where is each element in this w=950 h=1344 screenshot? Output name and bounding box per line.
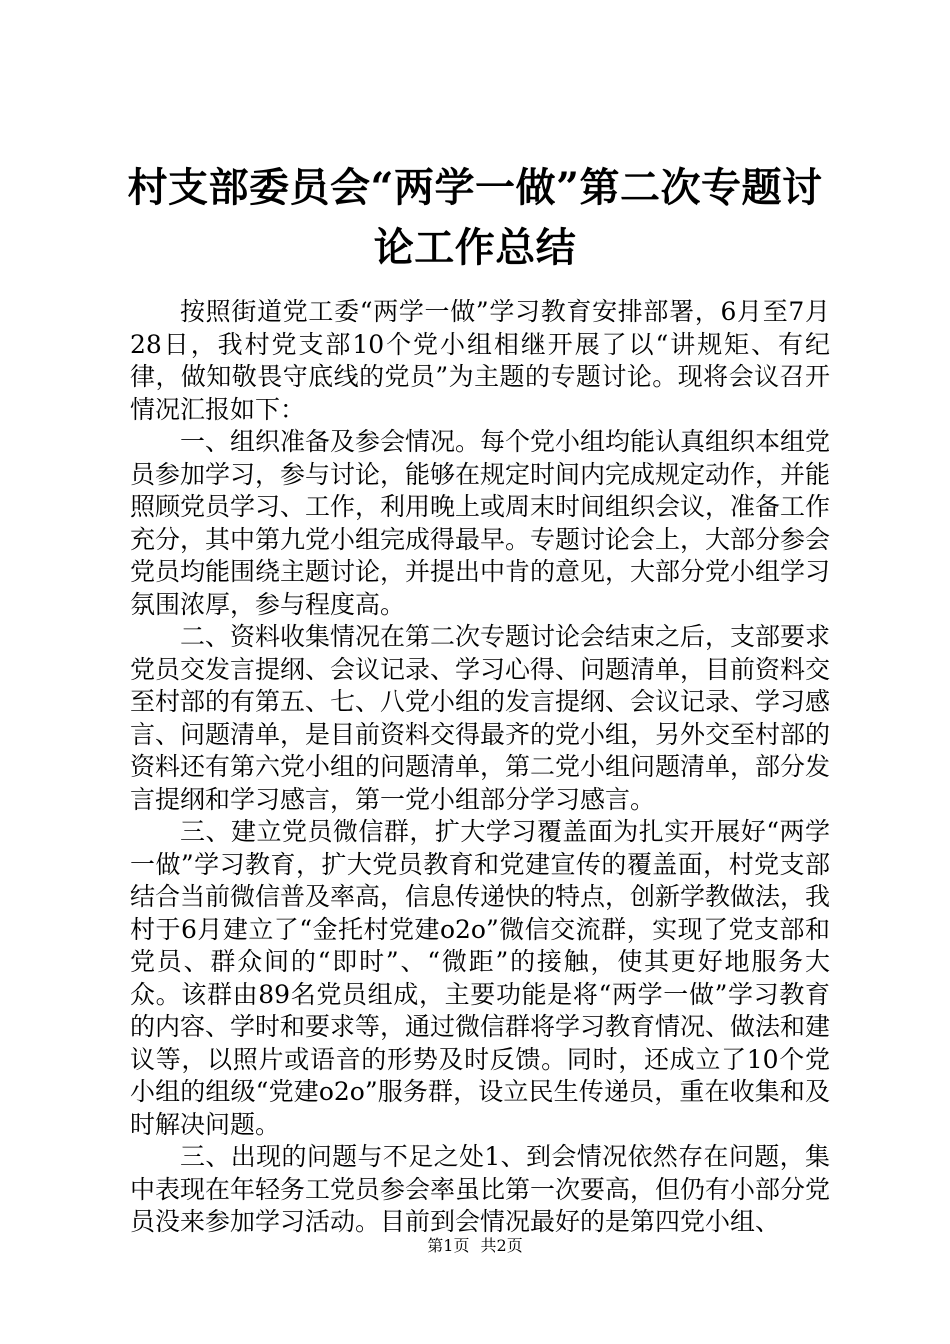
- paragraph-section-1: 一、组织准备及参会情况。每个党小组均能认真组织本组党员参加学习，参与讨论，能够在规定时间内完成规定动作，并能照顾党员学习、工作，利用晚上或周末时间组织会议，准备工作充分，其中第九党小组完成得最早。专题讨论会上，大部分参会党员均能围绕主题讨论，并提出中肯的意见，大部分党小组学习氛围浓厚，参与程度高。: [130, 427, 831, 619]
- paragraph-intro: 按照街道党工委“两学一做”学习教育安排部署，6月至7月28日，我村党支部10个党小组相继开展了以“讲规矩、有纪律，做知敬畏守底线的党员”为主题的专题讨论。现将会议召开情况汇报如下：: [130, 297, 830, 424]
- page-footer: [0, 1236, 950, 1256]
- paragraph-section-2: 二、资料收集情况在第二次专题讨论会结束之后，支部要求党员交发言提纲、会议记录、学习心得、问题清单，目前资料交至村部的有第五、七、八党小组的发言提纲、会议记录、学习感言、问题清单，是目前资料交得最齐的党小组，另外交至村部的资料还有第六党小组的问题清单，第二党小组问题清单，部分发言提纲和学习感言，第一党小组部分学习感言。: [130, 622, 831, 814]
- document-title: 村支部委员会“两学一做”第二次专题讨论工作总结: [127, 164, 823, 271]
- paragraph-section-3-problems: 三、出现的问题与不足之处1、到会情况依然存在问题，集中表现在年轻务工党员参会率虽比第一次要高，但仍有小部分党员没来参加学习活动。目前到会情况最好的是第四党小组、: [130, 1142, 831, 1236]
- document-body: [130, 296, 830, 1239]
- page-total: 共2页: [480, 1236, 523, 1255]
- paragraph-section-3-wechat: 三、建立党员微信群，扩大学习覆盖面为扎实开展好“两学一做”学习教育，扩大党员教育和党建宣传的覆盖面，村党支部结合当前微信普及率高，信息传递快的特点，创新学教做法，我村于6月建立了“金托村党建o2o”微信交流群，实现了党支部和党员、群众间的“即时”、“微距”的接触，使其更好地服务大众。该群由89名党员组成，主要功能是将“两学一做”学习教育的内容、学时和要求等，通过微信群将学习教育情况、做法和建议等，以照片或语音的形势及时反馈。同时，还成立了10个党小组的组级“党建o2o”服务群，设立民生传递员，重在收集和及时解决问题。: [130, 817, 831, 1139]
- page-number: 第1页: [427, 1236, 470, 1255]
